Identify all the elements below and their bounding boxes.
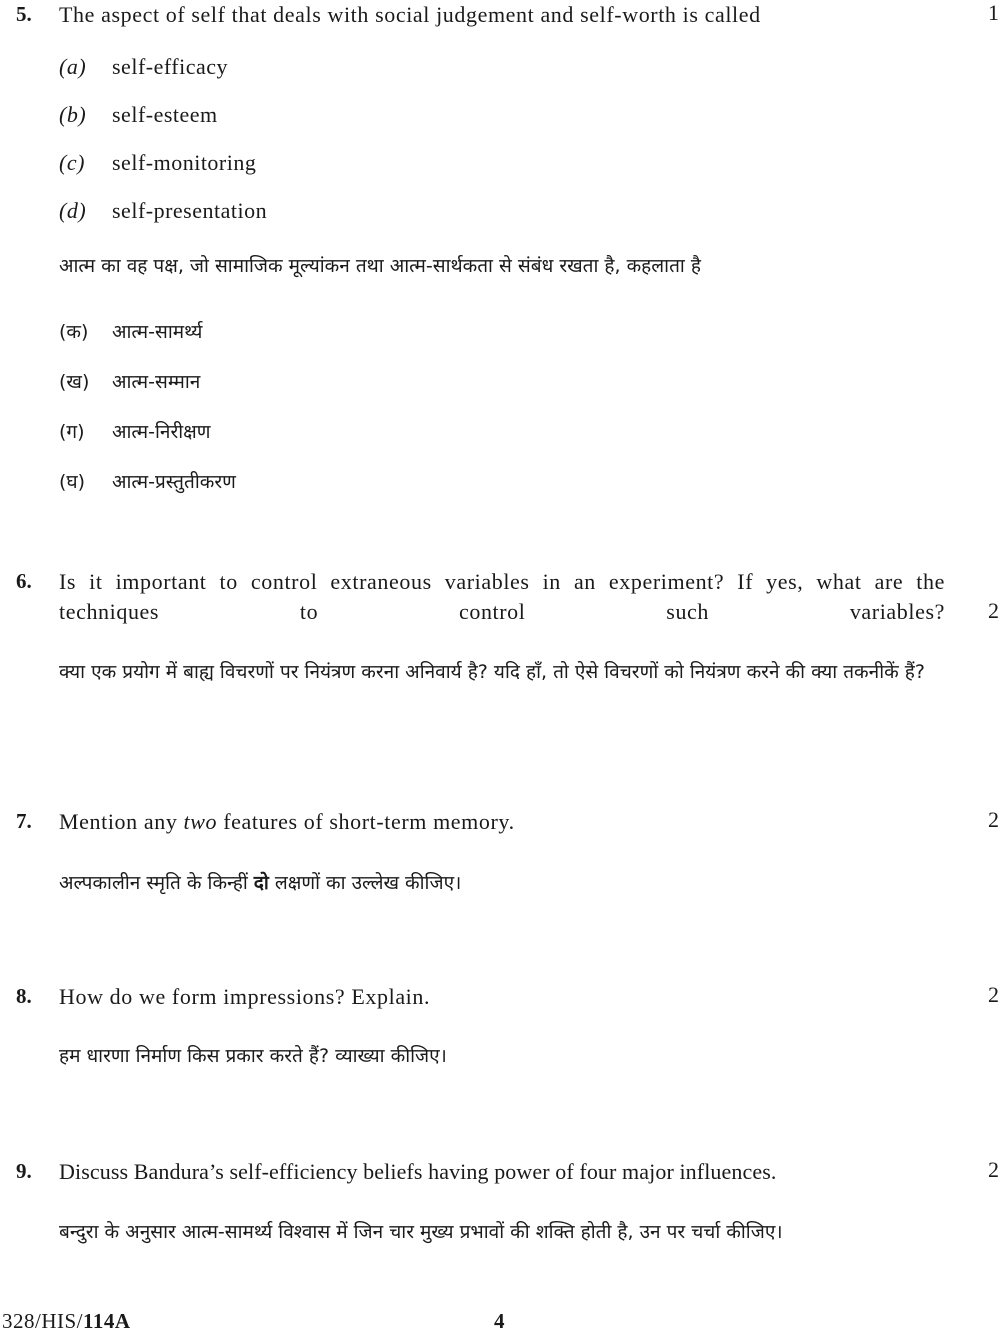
question-text-hi — [59, 865, 949, 901]
option-gha — [59, 468, 236, 494]
option-label: (क) — [59, 321, 89, 343]
option-text: self-monitoring — [112, 150, 257, 175]
option-label: (b) — [59, 102, 87, 127]
question-number: 9. — [16, 1159, 32, 1183]
option-label: (d) — [59, 198, 87, 223]
marks: 2 — [988, 1157, 999, 1182]
text-segment: features of short-term memory. — [217, 809, 515, 834]
option-text: आत्म-सामर्थ्य — [112, 321, 203, 343]
marks: 1 — [988, 0, 999, 25]
marks: 2 — [988, 807, 999, 832]
option-text: आत्म-निरीक्षण — [112, 421, 211, 443]
question-text-hi: क्या एक प्रयोग में बाह्य विचरणों पर नियंत्रण करना अनिवार्य है? यदि हाँ, तो ऐसे विचरणों को नियंत्रण करने की क्या तकनीकें हैं? — [59, 661, 925, 683]
text-segment: लक्षणों का उल्लेख कीजिए। — [268, 872, 462, 894]
option-label: (ख) — [59, 371, 90, 393]
bold-text: दो — [253, 872, 269, 894]
marks: 2 — [988, 982, 999, 1007]
option-b — [59, 102, 218, 128]
option-kha — [59, 368, 200, 394]
option-label: (घ) — [59, 471, 86, 493]
question-text-en: How do we form impressions? Explain. — [59, 984, 431, 1009]
question-text-en: The aspect of self that deals with social judgement and self-worth is called — [59, 2, 761, 27]
question-text-hi: आत्म का वह पक्ष, जो सामाजिक मूल्यांकन तथा आत्म-सार्थकता से संबंध रखता है, कहलाता है — [59, 255, 701, 277]
question-number: 8. — [16, 984, 32, 1008]
marks: 2 — [988, 598, 999, 623]
paper-code-prefix: 328/HIS/ — [2, 1309, 84, 1333]
text-segment: अल्पकालीन स्मृति के किन्हीं — [59, 872, 254, 894]
question-text-hi: बन्दुरा के अनुसार आत्म-सामर्थ्य विश्वास में जिन चार मुख्य प्रभावों की शक्ति होती है, उन पर चर्चा कीजिए। — [59, 1221, 783, 1243]
option-label: (ग) — [59, 421, 85, 443]
option-text: self-presentation — [112, 198, 268, 223]
option-c — [59, 150, 256, 176]
option-label: (a) — [59, 54, 87, 79]
option-label: (c) — [59, 150, 85, 175]
option-d — [59, 198, 267, 224]
option-text: self-esteem — [112, 102, 218, 127]
question-number: 7. — [16, 809, 32, 833]
question-text-en: Discuss Bandura’s self-efficiency beliefs having power of four major influences. — [59, 1159, 777, 1184]
paper-code — [2, 1309, 131, 1334]
option-text: आत्म-सम्मान — [112, 371, 201, 393]
question-number: 5. — [16, 2, 32, 26]
emphasis-text: two — [183, 809, 218, 834]
option-text: self-efficacy — [112, 54, 229, 79]
paper-code-suffix: 114A — [83, 1309, 131, 1333]
question-text-en: Is it important to control extraneous variables in an experiment? If yes, what are the techniques to control such variables? — [59, 569, 945, 624]
text-segment: Mention any — [59, 809, 184, 834]
option-text: आत्म-प्रस्तुतीकरण — [112, 471, 236, 493]
question-number: 6. — [16, 569, 32, 593]
question-text-hi: हम धारणा निर्माण किस प्रकार करते हैं? व्याख्या कीजिए। — [59, 1045, 447, 1067]
option-ga — [59, 418, 211, 444]
option-a — [59, 54, 228, 80]
option-ka — [59, 318, 202, 344]
question-text-en — [59, 807, 949, 837]
page-number: 4 — [494, 1309, 505, 1333]
